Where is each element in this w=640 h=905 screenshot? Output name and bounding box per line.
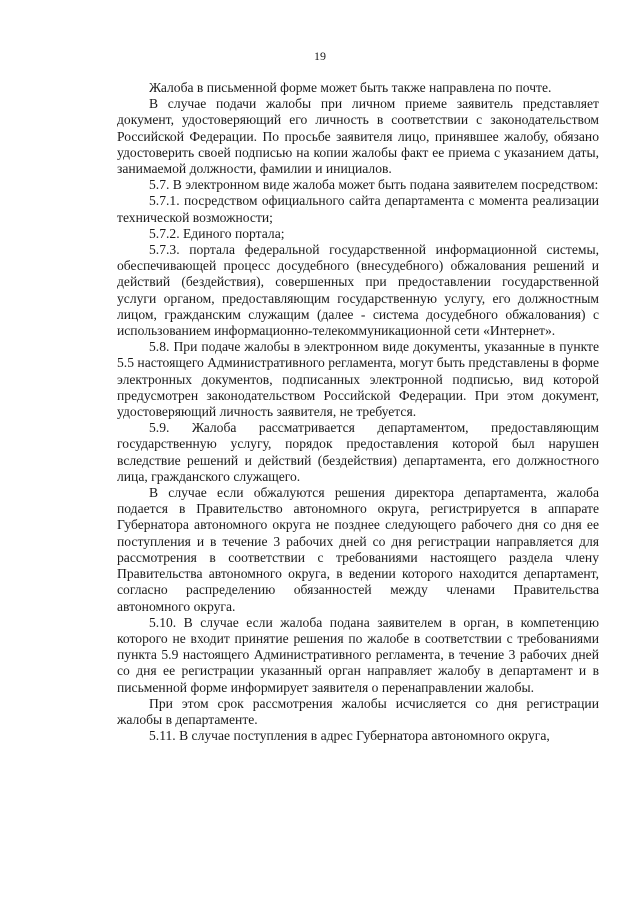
paragraph-5-7-1: 5.7.1. посредством официального сайта департамента с момента реализации технической возможности; (117, 193, 599, 225)
paragraph-5-7-2: 5.7.2. Единого портала; (149, 225, 285, 241)
paragraph-5-8: 5.8. При подаче жалобы в электронном виде документы, указанные в пункте 5.5 настоящего Административного регламента, могут быть представлены в форме электронных документов, подписанных электронной подписью, вид которой предусмотрен законодательством Российской Федерации. При этом документ, удостоверяющий личность заявителя, не требуется. (117, 339, 599, 420)
paragraph-5-7-3: 5.7.3. портала федеральной государственной информационной системы, обеспечивающей процесс досудебного (внесудебного) обжалования решений и действий (бездействия), совершенных при предоставлении государственной услуги органом, предоставляющим государственную услугу, его должностным лицом, гражданским служащим (далее - система досудебного обжалования) с использованием информационно-телекоммуникационной сети «Интернет». (117, 242, 599, 339)
page-number: 19 (314, 49, 326, 63)
paragraph-review-period: При этом срок рассмотрения жалобы исчисляется со дня регистрации жалобы в департаменте. (117, 695, 599, 727)
paragraph-personal-reception: В случае подачи жалобы при личном приеме заявитель представляет документ, удостоверяющий его личность в соответствии с законодательством Российской Федерации. По просьбе заявителя лицо, принявшее жалобу, обязано удостоверить своей подписью на копии жалобы факт ее приема с указанием даты, занимаемой должности, фамилии и инициалов. (117, 96, 599, 177)
document-body (117, 80, 599, 744)
paragraph-5-11: 5.11. В случае поступления в адрес Губернатора автономного округа, (149, 728, 550, 744)
paragraph-5-10: 5.10. В случае если жалоба подана заявителем в орган, в компетенцию которого не входит принятие решения по жалобе в соответствии с требованиями пункта 5.9 настоящего Административного регламента, в течение 3 рабочих дней со дня ее регистрации указанный орган направляет жалобу в департамент и в письменной форме информирует заявителя о перенаправлении жалобы. (117, 614, 599, 695)
paragraph-mail-submission: Жалоба в письменной форме может быть также направлена по почте. (149, 80, 552, 95)
paragraph-5-9: 5.9. Жалоба рассматривается департаментом, предоставляющим государственную услугу, порядок предоставления которой был нарушен вследствие решений и действий (бездействия) департамента, его должностного лица, гражданского служащего. (117, 420, 599, 484)
paragraph-director-decisions: В случае если обжалуются решения директора департамента, жалоба подается в Правительство автономного округа, регистрируется в аппарате Губернатора автономного округа не позднее следующего рабочего дня со дня ее поступления и в течение 3 рабочих дней со дня регистрации направляется для рассмотрения в соответствии с требованиями настоящего раздела члену Правительства автономного округа, в ведении которого находится департамент, согласно распределению обязанностей между членами Правительства автономного округа. (117, 485, 599, 614)
paragraph-5-7: 5.7. В электронном виде жалоба может быть подана заявителем посредством: (149, 177, 599, 193)
